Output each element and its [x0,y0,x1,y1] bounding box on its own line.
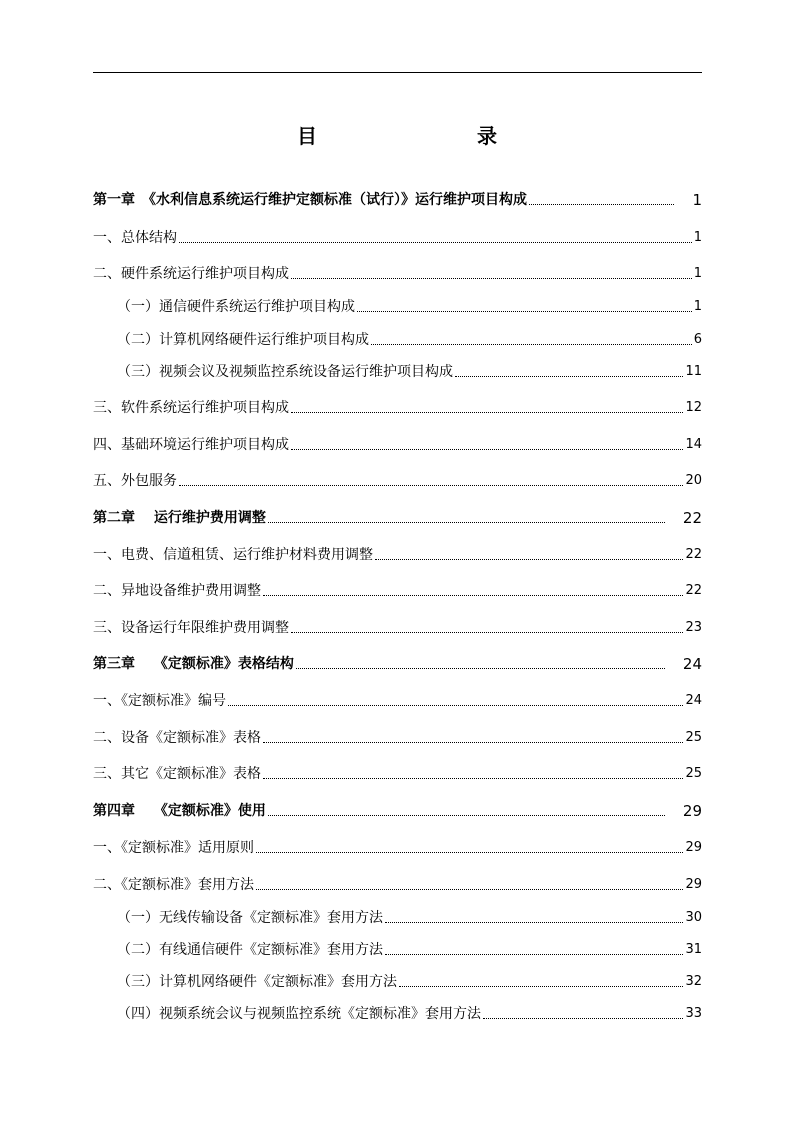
toc-entry[interactable] [93,466,702,490]
toc-leader-dots [263,778,683,779]
toc-entry-title: （二）有线通信硬件《定额标准》套用方法 [117,942,383,958]
toc-entry[interactable] [93,185,702,209]
toc-entry-title: 第三章 《定额标准》表格结构 [93,656,294,672]
toc-entry[interactable] [93,833,702,857]
toc-entry[interactable] [93,903,702,927]
toc-leader-dots [385,922,683,923]
toc-entry[interactable] [93,796,702,820]
toc-entry-title: 一、《定额标准》适用原则 [93,840,254,856]
page-title: 目 录 [297,124,537,148]
toc-entry-title: （二）计算机网络硬件运行维护项目构成 [117,332,369,348]
toc-leader-dots [268,522,665,523]
toc-entry[interactable] [93,223,702,247]
toc-page-number: 14 [685,437,702,452]
toc-page-number: 12 [685,400,702,415]
toc-leader-dots [483,1018,683,1019]
toc-entry-title: 三、软件系统运行维护项目构成 [93,400,289,416]
toc-page-number: 32 [685,974,702,989]
toc-entry-title: 第二章 运行维护费用调整 [93,510,266,526]
toc-leader-dots [375,559,683,560]
toc-page-number: 29 [685,840,702,855]
toc-entry-title: 一、总体结构 [93,230,177,246]
toc-page-number: 20 [685,473,702,488]
toc-entry-title: 第四章 《定额标准》使用 [93,803,266,819]
toc-leader-dots [371,344,692,345]
toc-page-number: 1 [692,191,702,209]
toc-page-number: 29 [685,877,702,892]
toc-entry[interactable] [93,870,702,894]
toc-entry-title: 二、硬件系统运行维护项目构成 [93,266,289,282]
toc-leader-dots [291,412,683,413]
toc-entry[interactable] [93,430,702,454]
toc-entry-title: （四）视频系统会议与视频监控系统《定额标准》套用方法 [117,1006,481,1022]
toc-entry[interactable] [93,613,702,637]
toc-leader-dots [263,742,683,743]
toc-leader-dots [263,595,683,596]
toc-page-number: 31 [685,942,702,957]
toc-entry-title: 二、《定额标准》套用方法 [93,877,254,893]
toc-entry[interactable] [93,935,702,959]
toc-leader-dots [529,204,674,205]
toc-page-number: 29 [682,802,702,820]
toc-page-number: 22 [685,547,702,562]
toc-page-number: 22 [685,583,702,598]
toc-page-number: 24 [685,693,702,708]
toc-entry[interactable] [93,325,702,349]
toc-entry[interactable] [93,723,702,747]
toc-page-number: 11 [685,364,702,379]
toc-leader-dots [268,815,665,816]
toc-page-number: 1 [693,266,702,281]
toc-leader-dots [228,705,683,706]
toc-entry[interactable] [93,393,702,417]
header-rule [93,72,702,73]
toc-entry[interactable] [93,686,702,710]
toc-entry-title: （一）通信硬件系统运行维护项目构成 [117,299,355,315]
toc-leader-dots [179,485,683,486]
toc-leader-dots [256,889,683,890]
toc-leader-dots [385,954,683,955]
toc-entry[interactable] [93,357,702,381]
toc-entry-title: 五、外包服务 [93,473,177,489]
toc-leader-dots [399,986,683,987]
toc-entry[interactable] [93,540,702,564]
toc-entry[interactable] [93,759,702,783]
toc-page-number: 22 [682,509,702,527]
toc-entry-title: 二、设备《定额标准》表格 [93,730,261,746]
toc-page-number: 6 [693,332,702,347]
toc-page-number: 1 [693,299,702,314]
toc-page-number: 33 [685,1006,702,1021]
toc-entry-title: 三、设备运行年限维护费用调整 [93,620,289,636]
toc-entry-title: 一、电费、信道租赁、运行维护材料费用调整 [93,547,373,563]
toc-leader-dots [455,376,683,377]
toc-entry-title: （一）无线传输设备《定额标准》套用方法 [117,910,383,926]
toc-leader-dots [179,242,692,243]
toc-entry-title: 二、异地设备维护费用调整 [93,583,261,599]
toc-page-number: 23 [685,620,702,635]
toc-entry[interactable] [93,292,702,316]
toc-entry[interactable] [93,576,702,600]
toc-entry-title: 一、《定额标准》编号 [93,693,226,709]
toc-page-number: 25 [685,730,702,745]
toc-leader-dots [291,449,683,450]
toc-page-number: 25 [685,766,702,781]
toc-leader-dots [357,311,692,312]
toc-page-number: 30 [685,910,702,925]
toc-entry[interactable] [93,649,702,673]
toc-leader-dots [291,278,692,279]
toc-entry-title: （三）计算机网络硬件《定额标准》套用方法 [117,974,397,990]
toc-entry-title: 四、基础环境运行维护项目构成 [93,437,289,453]
toc-page-number: 24 [682,655,702,673]
toc-entry-title: 三、其它《定额标准》表格 [93,766,261,782]
toc-page-number: 1 [693,230,702,245]
toc-leader-dots [291,632,683,633]
toc-entry-title: 第一章 《水利信息系统运行维护定额标准（试行）》运行维护项目构成 [93,192,527,208]
toc-entry[interactable] [93,967,702,991]
toc-entry-title: （三）视频会议及视频监控系统设备运行维护项目构成 [117,364,453,380]
toc-leader-dots [296,668,665,669]
toc-entry[interactable] [93,999,702,1023]
toc-entry[interactable] [93,503,702,527]
toc-leader-dots [256,852,683,853]
toc-entry[interactable] [93,259,702,283]
